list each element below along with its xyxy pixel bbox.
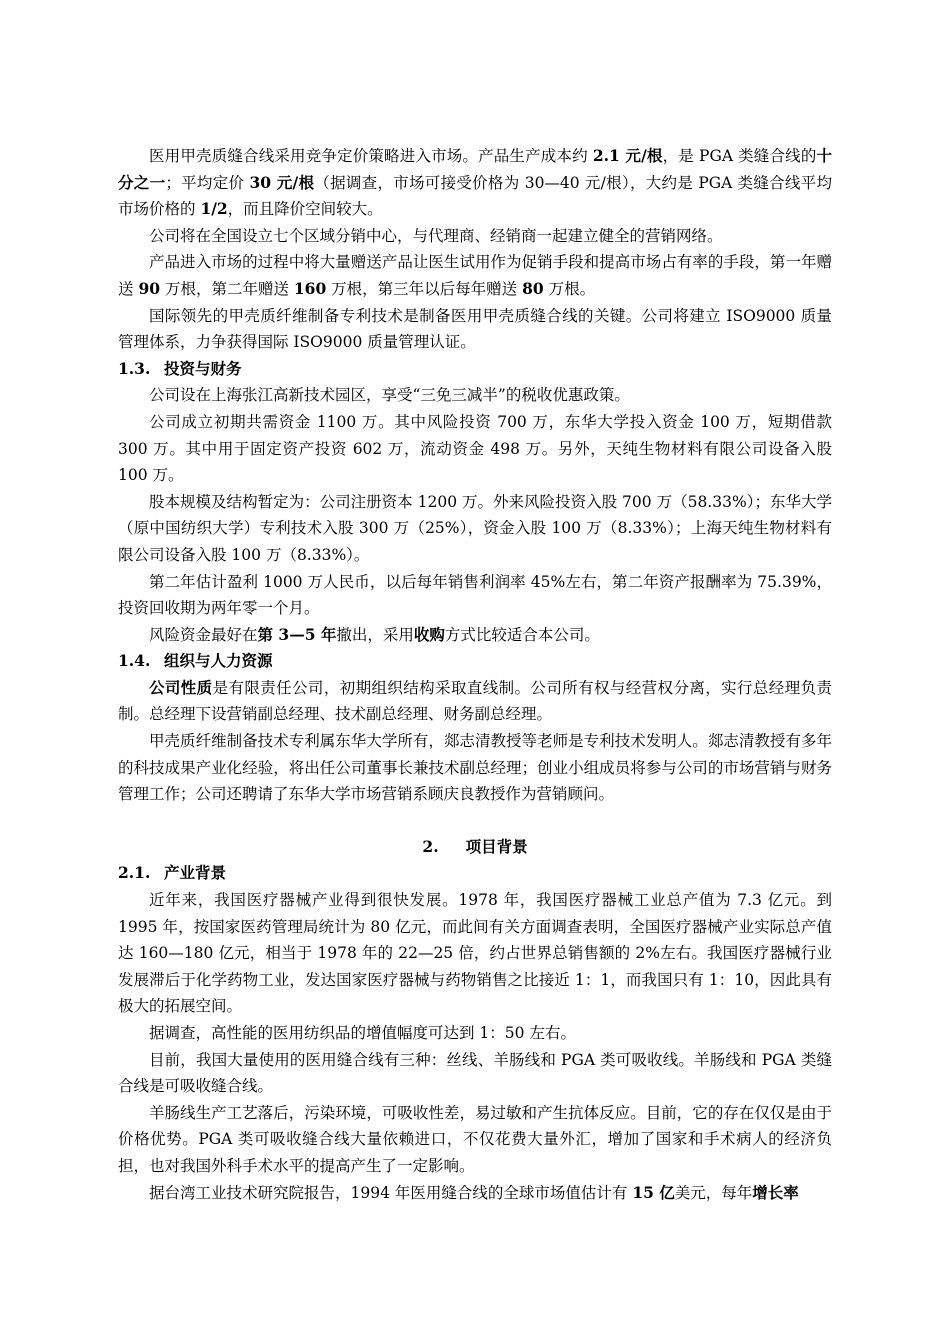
profit-paragraph: 第二年估计盈利 1000 万人民币，以后每年销售利润率 45%左右，第二年资产报酬率为 75.39%，投资回收期为两年零一个月。 xyxy=(118,572,832,618)
value-added-paragraph: 据调查，高性能的医用纺织品的增值幅度可达到 1：50 左右。 xyxy=(149,1024,576,1042)
heading-2-1 xyxy=(118,860,832,887)
samples-paragraph: 产品进入市场的过程中将大量赠送产品让医生试用作为促销手段和提高市场占有率的手段，第一年赠送 90 万根，第二年赠送 160 万根，第三年以后每年赠送 80 万根。 xyxy=(118,253,832,298)
heading-1-4 xyxy=(118,648,832,675)
funding-paragraph: 公司成立初期共需资金 1100 万。其中风险投资 700 万，东华大学投入资金 100 万，短期借款 300 万。其中用于固定资产投资 602 万，流动资金 498 万。另外，天纯生物材料有限公司设备入股 100 万。 xyxy=(118,412,832,485)
location-paragraph: 公司设在上海张江高新技术园区，享受“三免三减半”的税收优惠政策。 xyxy=(149,386,630,405)
catgut-paragraph: 羊肠线生产工艺落后，污染环境，可吸收性差，易过敏和产生抗体反应。目前，它的存在仅仅是由于价格优势。PGA 类可吸收缝合线大量依赖进口，不仅花费大量外汇，增加了国家和手术病人的经济负担，也对我国外科手术水平的提高产生了一定影响。 xyxy=(118,1103,832,1175)
heading-title: 项目背景 xyxy=(465,836,528,856)
network-paragraph: 公司将在全国设立七个区域分销中心，与代理商、经销商一起建立健全的营销网络。 xyxy=(149,226,723,245)
organization-paragraph: 公司性质是有限责任公司，初期组织结构采取直线制。公司所有权与经营权分离，实行总经理负责制。总经理下设营销副总经理、技术副总经理、财务副总经理。 xyxy=(118,677,832,724)
heading-title: 产业背景 xyxy=(164,863,227,883)
heading-number: 2.1. xyxy=(118,863,151,883)
heading-title: 组织与人力资源 xyxy=(164,651,273,671)
team-paragraph: 甲壳质纤维制备技术专利属东华大学所有，郯志清教授等老师是专利技术发明人。郯志清教授有多年的科技成果产业化经验，将出任公司董事长兼技术副总经理；创业小组成员将参与公司的市场营销与财务管理工作；公司还聘请了东华大学市场营销系顾庆良教授作为营销顾问。 xyxy=(118,732,832,804)
suture-types-paragraph: 目前，我国大量使用的医用缝合线有三种：丝线、羊肠线和 PGA 类可吸收线。羊肠线和 PGA 类缝合线是可吸收缝合线。 xyxy=(118,1050,832,1096)
heading-number: 1.3. xyxy=(118,358,151,378)
heading-number: 2. xyxy=(422,836,439,856)
market-report-paragraph: 据台湾工业技术研究院报告，1994 年医用缝合线的全球市场值估计有 15 亿美元，每年增长率 xyxy=(149,1182,799,1202)
equity-paragraph: 股本规模及结构暂定为：公司注册资本 1200 万。外来风险投资入股 700 万（58.33%）；东华大学（原中国纺织大学）专利技术入股 300 万（25%），资金入股 100 万（8.33%）；上海天纯生物材料有限公司设备入股 100 万（8.33%）。 xyxy=(118,492,832,564)
heading-1-3 xyxy=(118,356,832,383)
exit-paragraph: 风险资金最好在第 3—5 年撤出，采用收购方式比较适合本公司。 xyxy=(149,624,600,644)
heading-number: 1.4. xyxy=(118,651,151,671)
quality-paragraph: 国际领先的甲壳质纤维制备专利技术是制备医用甲壳质缝合线的关键。公司将建立 ISO9000 质量管理体系，力争获得国际 ISO9000 质量管理认证。 xyxy=(118,306,832,352)
industry-paragraph: 近年来，我国医疗器械产业得到很快发展。1978 年，我国医疗器械工业总产值为 7.3 亿元。到 1995 年，按国家医药管理局统计为 80 亿元，而此间有关方面调查表明，全国医疗器械产业实际总产值达 160—180 亿元，相当于 1978 年的 22—25 倍，约占世界总销售额的 2%左右。我国医疗器械行业发展滞后于化学药物工业，发达国家医疗器械与药物销售之比接近 1：1，而我国只有 1：10，因此具有极大的拓展空间。 xyxy=(118,891,832,1016)
heading-2 xyxy=(118,834,832,861)
heading-title: 投资与财务 xyxy=(164,358,242,378)
document-body xyxy=(118,143,832,1206)
pricing-paragraph: 医用甲壳质缝合线采用竞争定价策略进入市场。产品生产成本约 2.1 元/根，是 PGA 类缝合线的十分之一；平均定价 30 元/根（据调查，市场可接受价格为 30—40 元/根），大约是 PGA 类缝合线平均市场价格的 1/2，而且降价空间较大。 xyxy=(118,146,833,219)
section-spacer xyxy=(118,808,832,834)
